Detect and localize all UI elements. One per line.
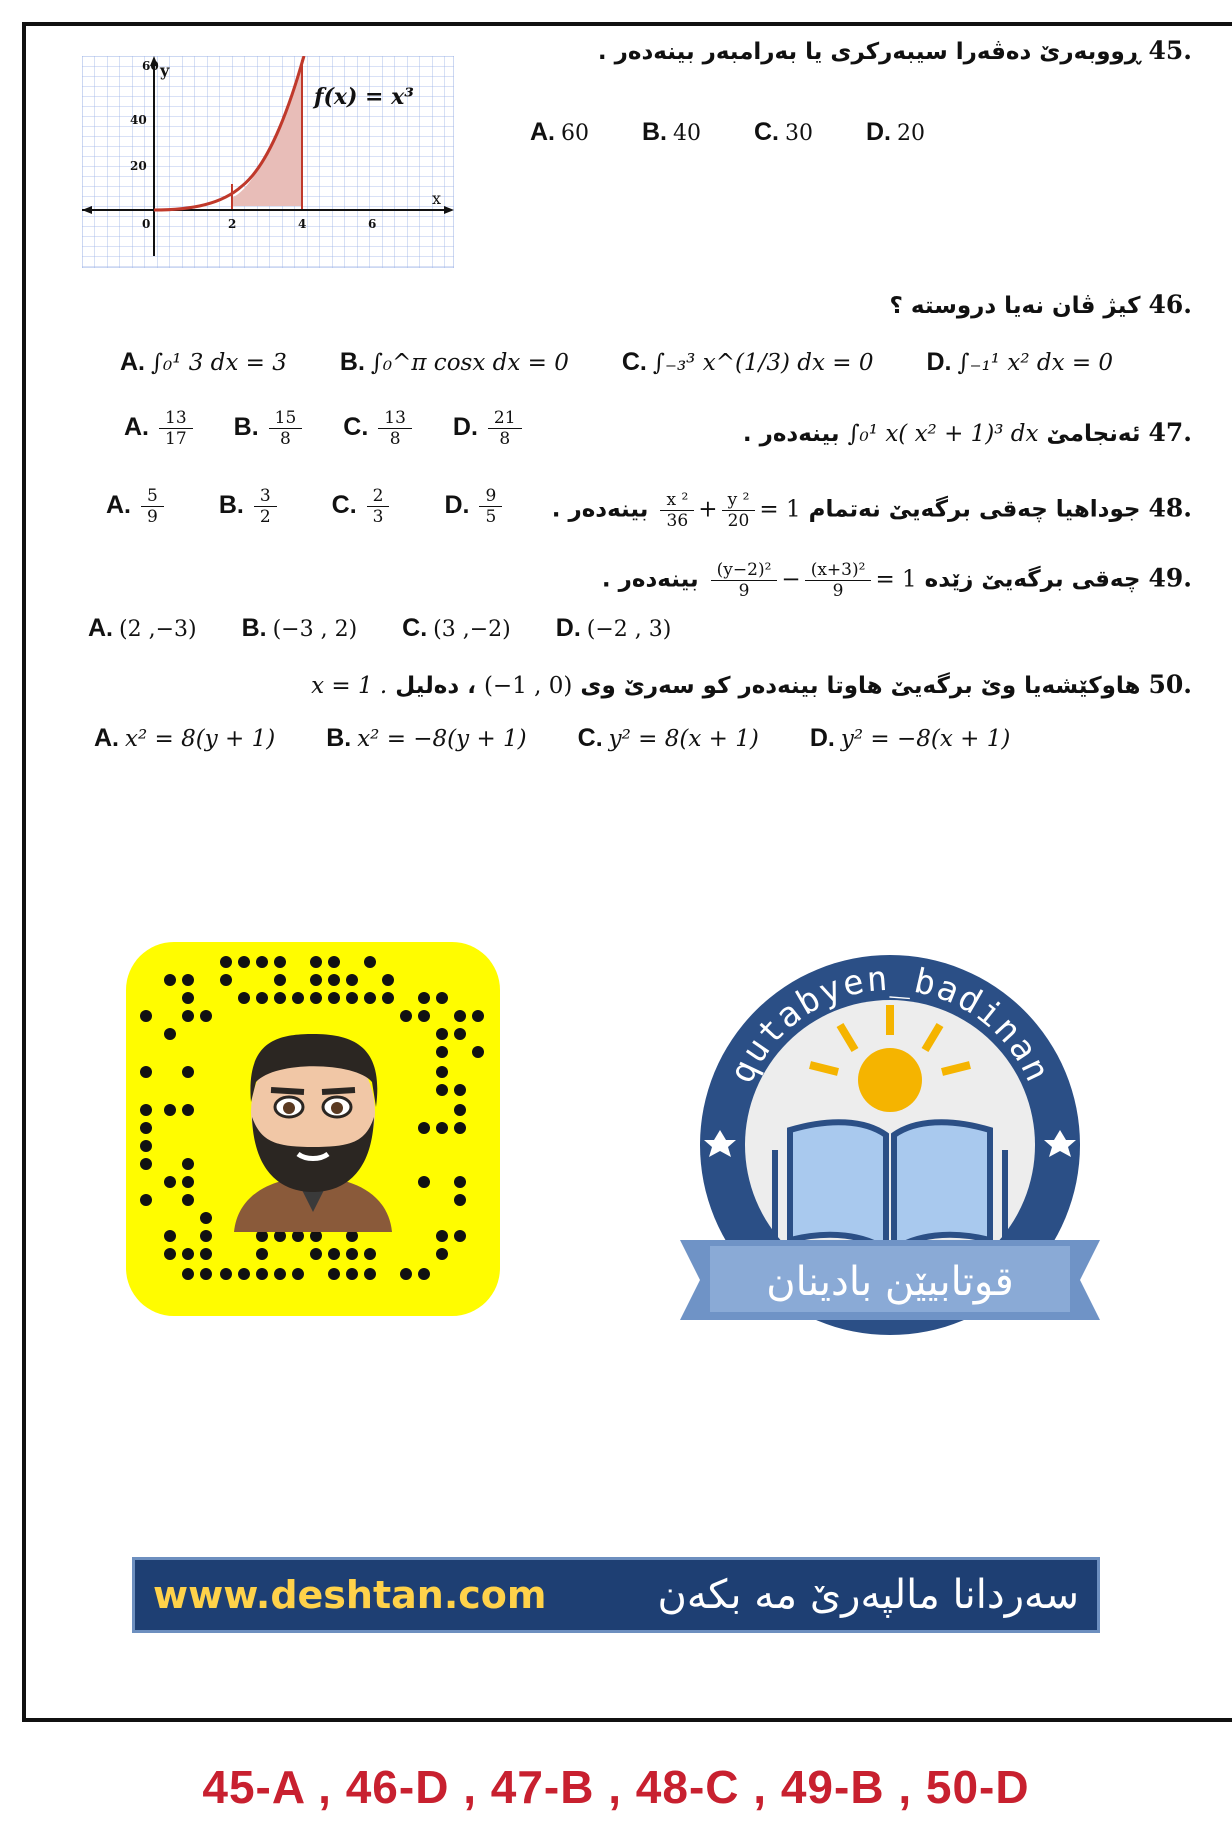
svg-text:قوتابیێن بادینان: قوتابیێن بادینان	[766, 1259, 1014, 1305]
question-48-title: .48 جوداهیا چەقی برگەیێ نەتمام $\frac{\text{x ²}}{36}$ + $\frac{\text{y ²}}{20}$ = 1 بینەدەر .	[551, 490, 1192, 531]
question-50-options: A. x² = 8(y + 1) B. x² = −8(y + 1) C. y² = 8(x + 1) D. y² = −8(x + 1)	[94, 724, 1011, 752]
question-48-options: A. $\frac{5}{9}$ B. $\frac{3}{2}$ C. $\frac{2}{3}$ D. $\frac{9}{5}$	[106, 486, 506, 527]
page-frame	[22, 22, 1232, 1722]
svg-text:40: 40	[130, 113, 147, 127]
svg-text:2: 2	[228, 217, 237, 231]
qutabyen-badinan-logo	[680, 940, 1100, 1340]
svg-text:qutabyen_badinan: qutabyen_badinan	[721, 958, 1059, 1090]
snapcode[interactable]	[126, 942, 500, 1316]
svg-text:y: y	[160, 61, 170, 80]
question-49-title: .49 چەقی برگەیێ زێدە $\frac{\text{(y−2)²}}{9}$ − $\frac{\text{(x+3)²}}{9}$ = 1 بینەدەر .	[601, 560, 1192, 601]
question-47-title: .47 ئەنجامێ ∫₀¹ x( x² + 1)³ dx بینەدەر .	[742, 418, 1192, 447]
avatar-icon	[234, 1034, 392, 1232]
svg-text:20: 20	[130, 159, 147, 173]
svg-text:4: 4	[298, 217, 307, 231]
answer-key: 45-A , 46-D , 47-B , 48-C , 49-B , 50-D	[202, 1761, 1030, 1813]
svg-text:6: 6	[368, 217, 377, 231]
snapcode-dots	[126, 942, 500, 1316]
svg-text:x: x	[432, 189, 442, 208]
question-49-options: A. (2 ,−3) B. (−3 , 2) C. (3 ,−2) D. (−2 , 3)	[88, 614, 672, 642]
svg-text:0: 0	[142, 217, 151, 231]
question-46-options: A. ∫₀¹ 3 dx = 3 B. ∫₀^π cosx dx = 0 C. ∫₋₃³ x^(1/3) dx = 0 D. ∫₋₁¹ x² dx = 0	[120, 348, 1114, 376]
website-banner[interactable]	[132, 1557, 1100, 1633]
website-url[interactable]: www.deshtan.com	[153, 1573, 547, 1617]
svg-text:60: 60	[142, 59, 159, 73]
banner-text: سەردانا مالپەرێ مە بکەن	[657, 1572, 1079, 1618]
question-45-title: .45 ڕووبەرێ دەڤەرا سیبەرکری یا بەرامبەر بینەدەر .	[597, 36, 1192, 65]
question-45-options: A. 60 B. 40 C. 30 D. 20	[530, 118, 925, 146]
question-50-title: .50 هاوکێشەیا وێ برگەیێ هاوتا بینەدەر کو سەرێ وی (−1 , 0) ، دەلیل x = 1 .	[311, 670, 1192, 699]
question-47-options: A. $\frac{13}{17}$ B. $\frac{15}{8}$ C. $\frac{13}{8}$ D. $\frac{21}{8}$	[124, 408, 526, 449]
question-46-title: .46 کیژ ڤان نەیا دروستە ؟	[889, 290, 1192, 319]
svg-text:f(x) = x³: f(x) = x³	[314, 84, 414, 110]
graph-f-x-cubed	[82, 56, 454, 268]
